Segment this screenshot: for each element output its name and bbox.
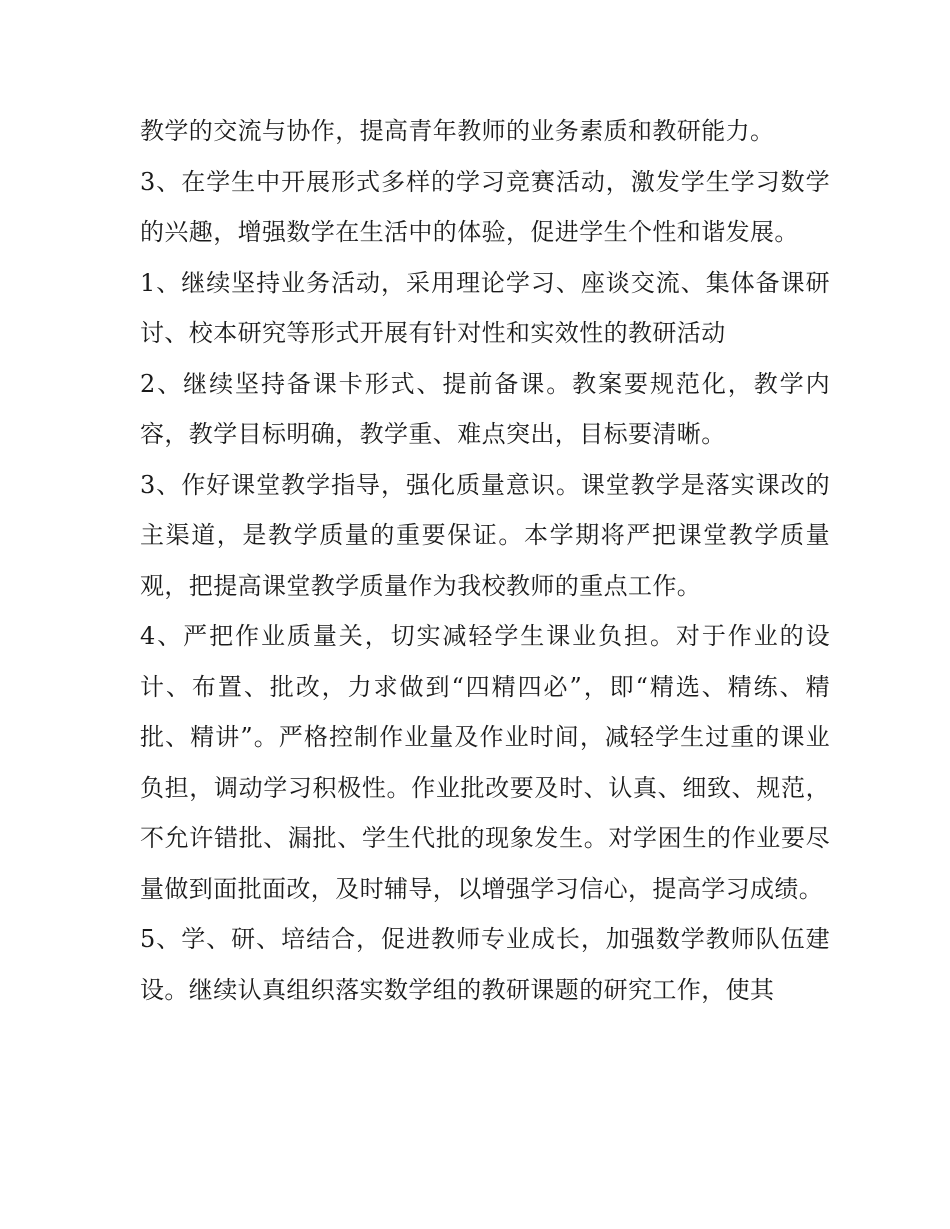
paragraph-teacher-development: 5、学、研、培结合，促进教师专业成长，加强数学教师队伍建设。继续认真组织落实数学组的教研课题的研究工作，使其 (140, 925, 830, 1004)
paragraph-lesson-preparation: 2、继续坚持备课卡形式、提前备课。教案要规范化，教学内容，教学目标明确，教学重、难点突出，目标要清晰。 (140, 369, 830, 448)
document-body (140, 106, 830, 1015)
paragraph-homework-quality: 4、严把作业质量关，切实减轻学生课业负担。对于作业的设计、布置、批改，力求做到“四精四必”，即“精选、精练、精批、精讲”。严格控制作业量及作业时间，减轻学生过重的课业负担，调动学习积极性。作业批改要及时、认真、细致、规范，不允许错批、漏批、学生代批的现象发生。对学困生的作业要尽量做到面批面改，及时辅导，以增强学习信心，提高学习成绩。 (140, 622, 830, 903)
paragraph-classroom-guidance: 3、作好课堂教学指导，强化质量意识。课堂教学是落实课改的主渠道，是教学质量的重要保证。本学期将严把课堂教学质量观，把提高课堂教学质量作为我校教师的重点工作。 (140, 470, 830, 600)
paragraph-teacher-collaboration: 教学的交流与协作，提高青年教师的业务素质和教研能力。 (140, 117, 775, 145)
paragraph-student-competitions: 3、在学生中开展形式多样的学习竞赛活动，激发学生学习数学的兴趣，增强数学在生活中的体验，促进学生个性和谐发展。 (140, 167, 830, 246)
paragraph-teaching-research-activities: 1、继续坚持业务活动，采用理论学习、座谈交流、集体备课研讨、校本研究等形式开展有针对性和实效性的教研活动 (140, 268, 830, 347)
